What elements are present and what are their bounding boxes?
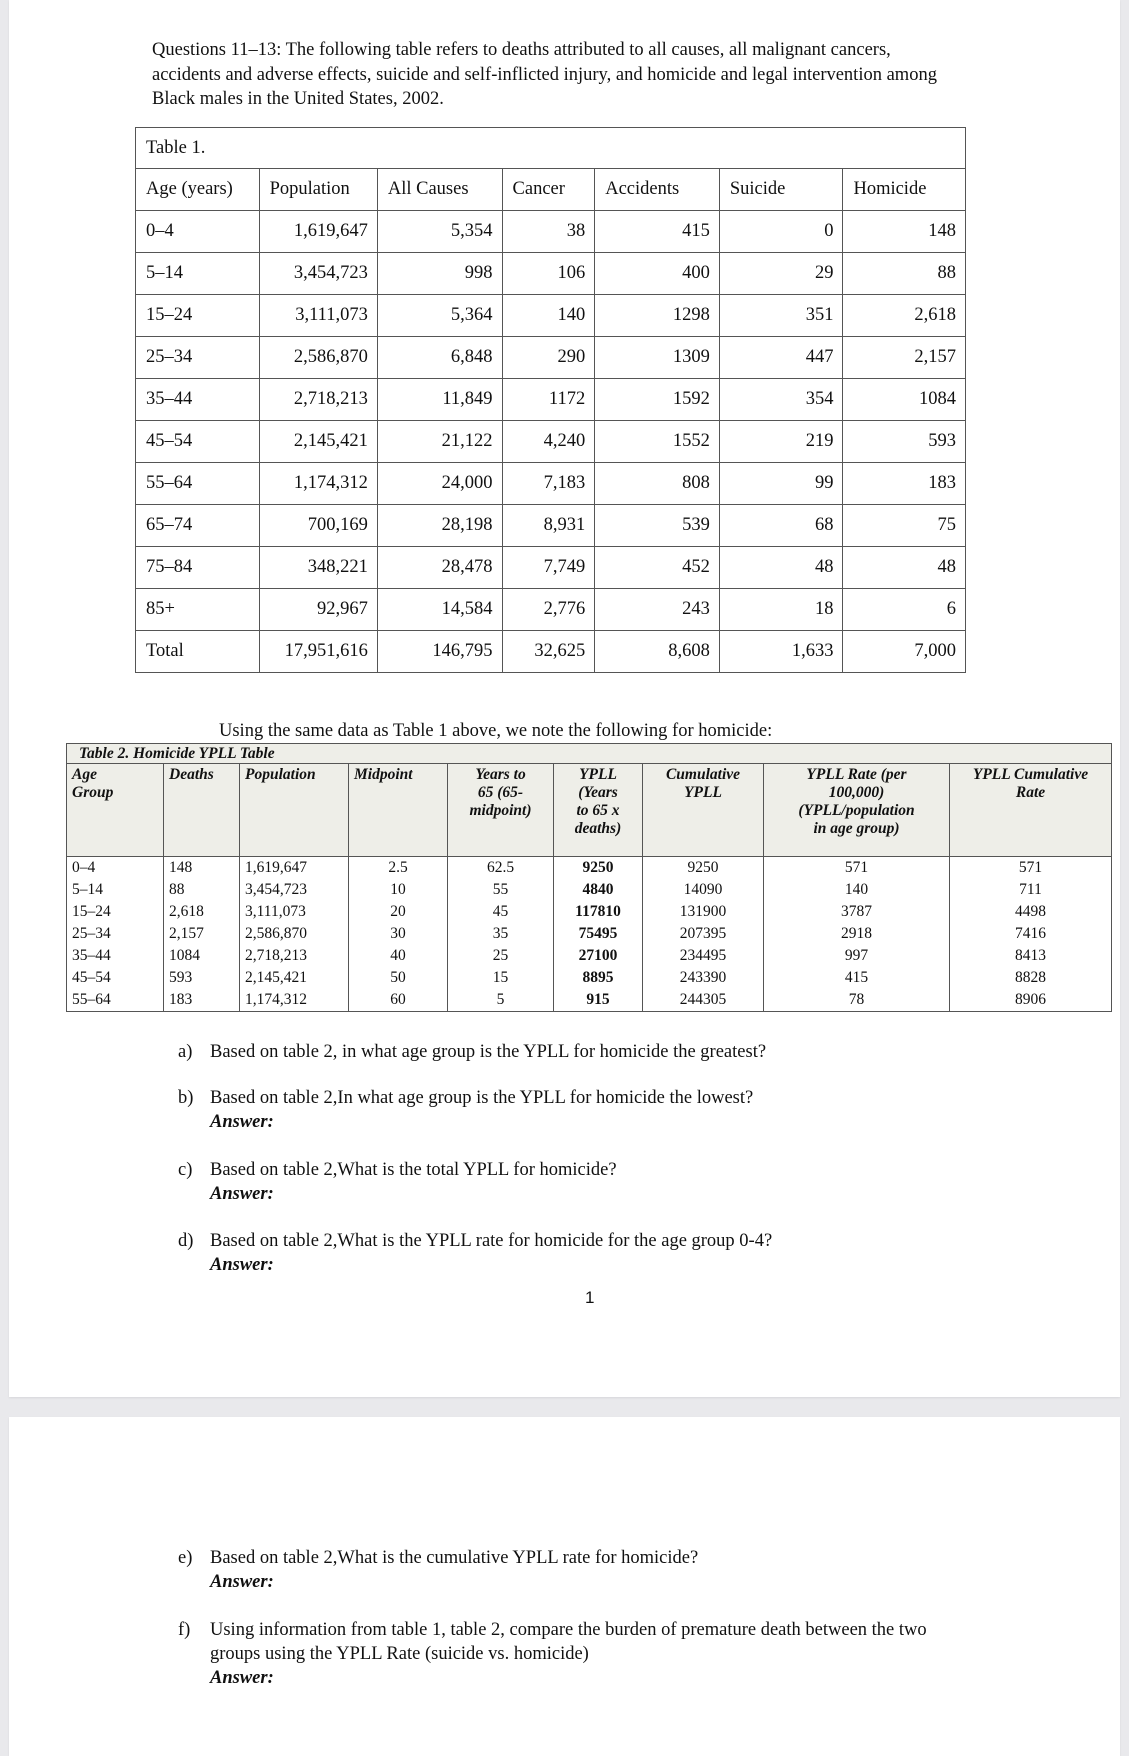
header-cell: Accidents [595,169,720,211]
answer-label: Answer: [210,1255,274,1275]
table-cell: 2,157 [164,923,240,945]
table-cell: 65–74 [136,505,260,547]
table-cell: 30 [349,923,448,945]
question-letter: a) [178,1042,193,1062]
header-line: (Years [578,784,618,801]
header-cell [950,764,1112,857]
table-2 [66,743,1112,1012]
question-letter: d) [178,1231,194,1251]
table-cell: 17,951,616 [259,631,377,673]
table-cell: 7,000 [843,631,966,673]
table-cell: 11,849 [377,379,502,421]
table-cell: 571 [950,857,1112,880]
table-cell: 2,776 [502,589,595,631]
table-cell: 106 [502,253,595,295]
table-1-row [136,589,966,631]
header-cell: Cancer [502,169,595,211]
table-cell: 447 [719,337,843,379]
table-cell: 2.5 [349,857,448,880]
header-line: to 65 x [576,802,620,819]
table-cell: 3,454,723 [259,253,377,295]
table-cell: 2,145,421 [259,421,377,463]
header-line: YPLL [579,766,617,783]
table-cell: 997 [764,945,950,967]
table-cell: 25–34 [136,337,260,379]
table-cell: 571 [764,857,950,880]
table-cell: 1,174,312 [259,463,377,505]
document-page-2 [9,1417,1120,1756]
header-line: deaths) [574,820,622,837]
table-1-row [136,379,966,421]
table-cell: 1552 [595,421,720,463]
table-cell: 24,000 [377,463,502,505]
table-cell: 4,240 [502,421,595,463]
header-line: Deaths [169,766,214,783]
table-cell: 2,718,213 [240,945,349,967]
header-cell: Population [259,169,377,211]
header-cell: Age (years) [136,169,260,211]
table-cell: 7,183 [502,463,595,505]
table-cell: 593 [164,967,240,989]
header-line: Years to [475,766,526,783]
table-cell: 1309 [595,337,720,379]
header-cell [164,764,240,857]
table-cell: 183 [843,463,966,505]
table-cell: 1084 [164,945,240,967]
table-cell: 3,454,723 [240,879,349,901]
question-letter: b) [178,1088,194,1108]
table-cell: 6,848 [377,337,502,379]
table-cell: 3,111,073 [240,901,349,923]
table-cell: 25–34 [67,923,164,945]
table-cell: 539 [595,505,720,547]
header-line: Age [72,766,97,783]
question-letter: f) [178,1620,191,1640]
header-line: Rate [1015,784,1046,801]
table-cell: 48 [843,547,966,589]
table-1 [135,127,966,673]
table-cell: 700,169 [259,505,377,547]
table-cell: 5,354 [377,211,502,253]
table-cell: 140 [502,295,595,337]
table-cell: 45–54 [136,421,260,463]
table-cell: 88 [843,253,966,295]
table-cell: 0 [719,211,843,253]
header-cell: All Causes [377,169,502,211]
table-1-row [136,337,966,379]
table-cell: 60 [349,989,448,1012]
table-cell: 354 [719,379,843,421]
table-cell: 15–24 [136,295,260,337]
table-cell: 234495 [643,945,764,967]
header-line: Population [245,766,316,783]
question-text: Based on table 2,What is the total YPLL for homicide? [210,1160,617,1180]
table-cell: 243390 [643,967,764,989]
table-cell: 4498 [950,901,1112,923]
table-cell: 1084 [843,379,966,421]
question-text: Based on table 2,In what age group is the YPLL for homicide the lowest? [210,1088,754,1108]
table-2-caption: Table 2. Homicide YPLL Table [67,744,1112,764]
table-cell: 593 [843,421,966,463]
table-cell: 8,931 [502,505,595,547]
table-cell: 15–24 [67,901,164,923]
table-cell: 415 [595,211,720,253]
table-cell: 9250 [554,857,643,880]
table-1-header-row [136,169,966,211]
table-cell: 25 [448,945,554,967]
table-cell: 35 [448,923,554,945]
question-text: Using information from table 1, table 2, compare the burden of premature death between the two [210,1620,927,1640]
table-cell: 2,586,870 [259,337,377,379]
table-cell: 3787 [764,901,950,923]
header-line: Group [72,784,114,801]
document-page-1 [9,0,1120,1397]
header-cell [643,764,764,857]
table-cell: 5 [448,989,554,1012]
page-number: 1 [585,1288,595,1307]
table-cell: 1298 [595,295,720,337]
table-cell: 808 [595,463,720,505]
table-cell: 2,145,421 [240,967,349,989]
table-2-row [67,857,1112,880]
table-cell: 14090 [643,879,764,901]
intro-line: accidents and adverse effects, suicide and self-inflicted injury, and homicide and legal intervention among [152,64,937,85]
table-cell: 146,795 [377,631,502,673]
table-cell: 1,174,312 [240,989,349,1012]
table-cell: 55–64 [67,989,164,1012]
table-2-row [67,901,1112,923]
table-1-row [136,463,966,505]
intro-paragraph [152,38,1072,112]
table-cell: 1,633 [719,631,843,673]
table-cell: 117810 [554,901,643,923]
table-cell: 1,619,647 [259,211,377,253]
table-cell: 244305 [643,989,764,1012]
question-text: Based on table 2,What is the cumulative YPLL rate for homicide? [210,1548,699,1568]
header-cell [67,764,164,857]
table-cell: 35–44 [67,945,164,967]
header-line: Cumulative [665,766,741,783]
table-cell: 48 [719,547,843,589]
table-cell: 131900 [643,901,764,923]
table-cell: 5–14 [67,879,164,901]
table-cell: 78 [764,989,950,1012]
table-2-row [67,923,1112,945]
table-cell: 85+ [136,589,260,631]
header-cell [349,764,448,857]
table-cell: 6 [843,589,966,631]
table-2-row [67,945,1112,967]
header-cell [554,764,643,857]
table-cell: 75495 [554,923,643,945]
header-cell [448,764,554,857]
table-cell: 35–44 [136,379,260,421]
table-cell: 207395 [643,923,764,945]
table-2-header-row [67,764,1112,857]
table-cell: 2,718,213 [259,379,377,421]
table-cell: 2,618 [843,295,966,337]
table-cell: 4840 [554,879,643,901]
table-1-row [136,253,966,295]
question-letter: c) [178,1160,193,1180]
table-cell: 148 [843,211,966,253]
table-cell: 9250 [643,857,764,880]
header-cell [240,764,349,857]
question-b [178,1086,1078,1136]
table-cell: 0–4 [67,857,164,880]
table-cell: 415 [764,967,950,989]
question-c [178,1158,1078,1208]
table-cell: 75–84 [136,547,260,589]
table-cell: 183 [164,989,240,1012]
table-cell: 38 [502,211,595,253]
header-cell: Suicide [719,169,843,211]
table-cell: 2,157 [843,337,966,379]
header-line: YPLL [684,784,722,801]
answer-label: Answer: [210,1572,274,1592]
answer-label: Answer: [210,1112,274,1132]
table-cell: 40 [349,945,448,967]
table-cell: 5,364 [377,295,502,337]
table-cell: 45 [448,901,554,923]
table-1-caption: Table 1. [136,128,966,169]
header-cell: Homicide [843,169,966,211]
question-f [178,1618,1088,1693]
table-cell: 18 [719,589,843,631]
table-cell: 1592 [595,379,720,421]
table-cell: 28,478 [377,547,502,589]
header-line: 100,000) [828,784,885,801]
table-cell: 99 [719,463,843,505]
table-cell: 50 [349,967,448,989]
table-cell: 2,618 [164,901,240,923]
table-cell: 8413 [950,945,1112,967]
table-cell: 55 [448,879,554,901]
table-1-row [136,631,966,673]
table-cell: 8895 [554,967,643,989]
question-text: groups using the YPLL Rate (suicide vs. homicide) [210,1644,589,1664]
table-cell: 7416 [950,923,1112,945]
table-cell: 290 [502,337,595,379]
table-1-row [136,295,966,337]
table-2-row [67,967,1112,989]
table-cell: 8828 [950,967,1112,989]
table-cell: 92,967 [259,589,377,631]
question-letter: e) [178,1548,193,1568]
table-cell: 32,625 [502,631,595,673]
table-cell: 998 [377,253,502,295]
intro-line: Questions 11–13: The following table refers to deaths attributed to all causes, all malignant cancers, [152,40,891,60]
table-cell: 711 [950,879,1112,901]
table-cell: 400 [595,253,720,295]
intro-line: Black males in the United States, 2002. [152,89,444,109]
table-cell: 2,586,870 [240,923,349,945]
table-cell: 452 [595,547,720,589]
table-cell: Total [136,631,260,673]
table-cell: 5–14 [136,253,260,295]
table-cell: 348,221 [259,547,377,589]
answer-label: Answer: [210,1668,274,1688]
header-line: midpoint) [469,802,532,819]
table-cell: 8,608 [595,631,720,673]
header-line: 65 (65- [477,784,524,801]
question-d [178,1229,1078,1279]
question-text: Based on table 2,What is the YPLL rate for homicide for the age group 0-4? [210,1231,773,1251]
table-cell: 62.5 [448,857,554,880]
header-line: in age group) [813,820,900,837]
header-line: YPLL Cumulative [972,766,1089,783]
header-line: Midpoint [354,766,413,783]
table-cell: 88 [164,879,240,901]
table-cell: 1,619,647 [240,857,349,880]
table-cell: 27100 [554,945,643,967]
table-cell: 29 [719,253,843,295]
table-cell: 0–4 [136,211,260,253]
table-1-row [136,211,966,253]
table-1-row [136,505,966,547]
table-2-row [67,879,1112,901]
table-cell: 68 [719,505,843,547]
table-cell: 915 [554,989,643,1012]
table-cell: 8906 [950,989,1112,1012]
header-line: YPLL Rate (per [806,766,907,783]
table-cell: 21,122 [377,421,502,463]
table-cell: 75 [843,505,966,547]
table-cell: 140 [764,879,950,901]
table-1-row [136,421,966,463]
table-cell: 7,749 [502,547,595,589]
table-2-row [67,989,1112,1012]
answer-label: Answer: [210,1184,274,1204]
table-cell: 15 [448,967,554,989]
table-cell: 14,584 [377,589,502,631]
table-cell: 55–64 [136,463,260,505]
table-cell: 3,111,073 [259,295,377,337]
question-e [178,1546,1078,1596]
table-cell: 2918 [764,923,950,945]
table-cell: 148 [164,857,240,880]
header-cell [764,764,950,857]
table-cell: 351 [719,295,843,337]
table-1-row [136,547,966,589]
table-cell: 28,198 [377,505,502,547]
table-cell: 243 [595,589,720,631]
table-2-intro: Using the same data as Table 1 above, we note the following for homicide: [219,721,773,741]
table-cell: 1172 [502,379,595,421]
header-line: (YPLL/population [798,802,915,819]
table-cell: 219 [719,421,843,463]
table-cell: 20 [349,901,448,923]
question-text: Based on table 2, in what age group is the YPLL for homicide the greatest? [210,1042,767,1062]
table-cell: 45–54 [67,967,164,989]
table-cell: 10 [349,879,448,901]
